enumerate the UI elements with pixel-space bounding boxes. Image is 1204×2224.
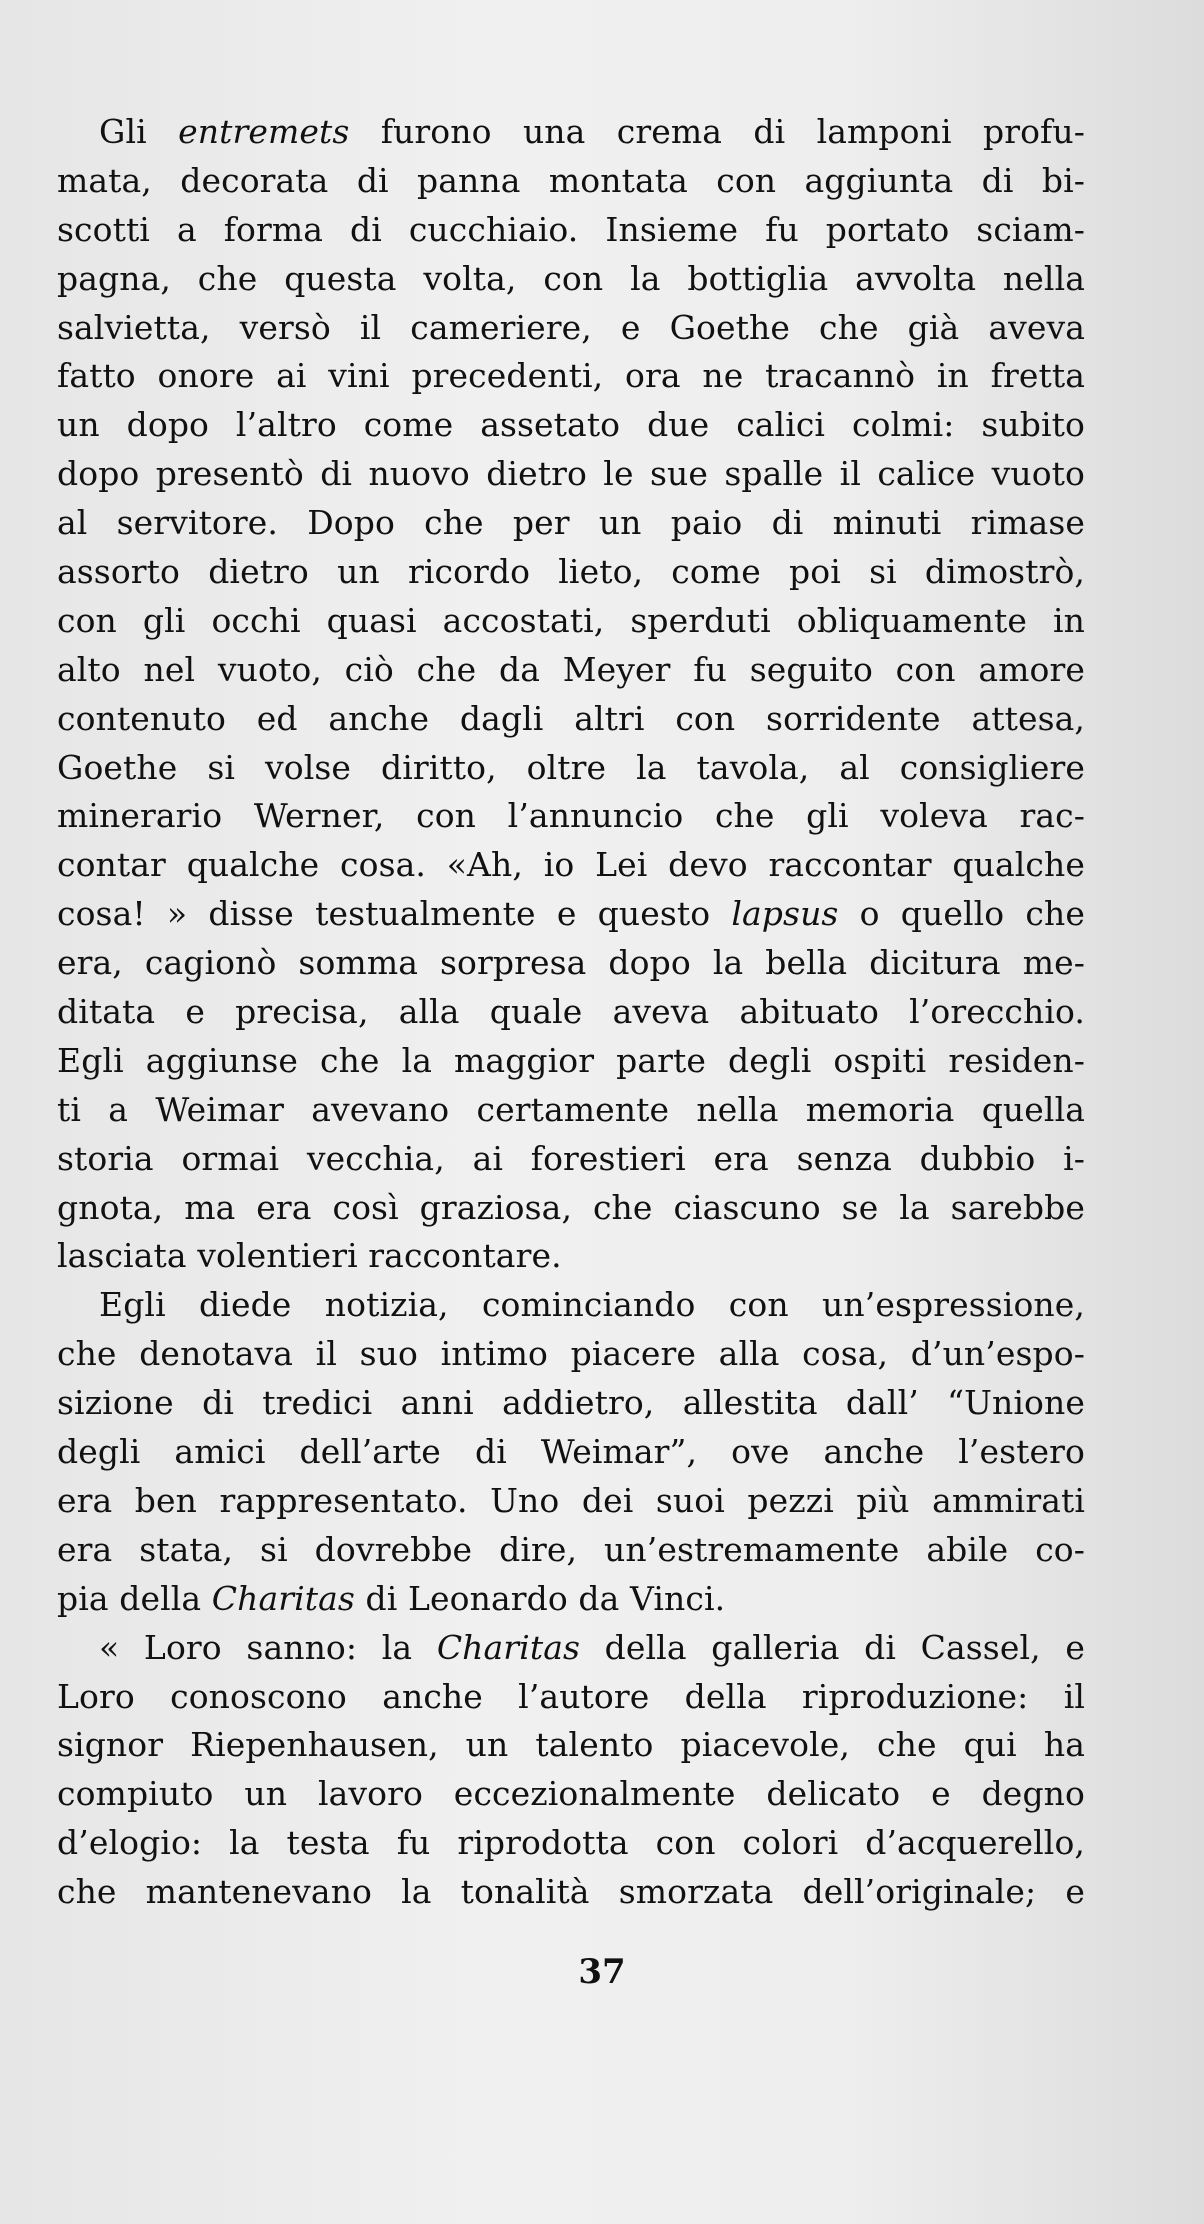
text-line: cosa! » disse testualmente e questo lapsus o quello che xyxy=(57,894,1085,934)
text-line: Egli diede notizia, cominciando con un’espressione, xyxy=(99,1285,1085,1325)
text-line: alto nel vuoto, ciò che da Meyer fu seguito con amore xyxy=(57,649,1085,689)
text-line: Goethe si volse diritto, oltre la tavola, al consigliere xyxy=(57,747,1085,787)
italic-term: Charitas xyxy=(436,1627,581,1667)
text-line: Loro conoscono anche l’autore della riproduzione: il xyxy=(57,1676,1085,1716)
text-line: signor Riepenhausen, un talento piacevole, che qui ha xyxy=(57,1725,1085,1765)
paragraph xyxy=(57,108,1085,1281)
text-line: contar qualche cosa. «Ah, io Lei devo raccontar qualche xyxy=(57,845,1085,885)
text-line: gnota, ma era così graziosa, che ciascuno se la sarebbe xyxy=(57,1187,1085,1227)
text-line: scotti a forma di cucchiaio. Insieme fu portato sciam- xyxy=(57,209,1085,249)
body-text xyxy=(57,108,1085,1917)
paragraph xyxy=(57,1281,1085,1623)
text-line: Egli aggiunse che la maggior parte degli ospiti residen- xyxy=(57,1040,1085,1080)
text-line: era stata, si dovrebbe dire, un’estremamente abile co- xyxy=(57,1529,1085,1569)
text-line: lasciata volentieri raccontare. xyxy=(57,1236,562,1276)
italic-term: entremets xyxy=(178,112,350,151)
text-line: Gli entremets furono una crema di lamponi profu- xyxy=(99,112,1085,151)
text-line: un dopo l’altro come assetato due calici colmi: subito xyxy=(57,405,1085,445)
text-line: che mantenevano la tonalità smorzata dell’originale; e xyxy=(57,1872,1085,1912)
text-line: ti a Weimar avevano certamente nella memoria quella xyxy=(57,1089,1085,1129)
text-line: dopo presentò di nuovo dietro le sue spalle il calice vuoto xyxy=(57,454,1085,494)
text-line: era ben rappresentato. Uno dei suoi pezzi più ammirati xyxy=(57,1480,1085,1520)
text-line: con gli occhi quasi accostati, sperduti obliquamente in xyxy=(57,600,1085,640)
text-line: pia della Charitas di Leonardo da Vinci. xyxy=(57,1578,726,1618)
italic-term: lapsus xyxy=(731,894,839,934)
text-line: salvietta, versò il cameriere, e Goethe che già aveva xyxy=(57,307,1085,347)
text-line: pagna, che questa volta, con la bottiglia avvolta nella xyxy=(57,258,1085,298)
text-line: mata, decorata di panna montata con aggiunta di bi- xyxy=(57,160,1085,200)
text-line: era, cagionò somma sorpresa dopo la bella dicitura me- xyxy=(57,943,1085,983)
text-line: « Loro sanno: la Charitas della galleria di Cassel, e xyxy=(99,1627,1085,1667)
text-line: sizione di tredici anni addietro, allestita dall’ “Unione xyxy=(57,1383,1085,1423)
text-line: assorto dietro un ricordo lieto, come poi si dimostrò, xyxy=(57,552,1085,592)
paragraph xyxy=(57,1624,1085,1917)
text-line: storia ormai vecchia, ai forestieri era senza dubbio i- xyxy=(57,1138,1085,1178)
page-number: 37 xyxy=(578,1952,626,1992)
text-line: al servitore. Dopo che per un paio di minuti rimase xyxy=(57,503,1085,543)
text-line: d’elogio: la testa fu riprodotta con colori d’acquerello, xyxy=(57,1823,1085,1863)
text-line: fatto onore ai vini precedenti, ora ne tracannò in fretta xyxy=(57,356,1085,396)
text-line: minerario Werner, con l’annuncio che gli voleva rac- xyxy=(57,796,1085,836)
italic-term: Charitas xyxy=(211,1578,355,1618)
text-line: degli amici dell’arte di Weimar”, ove anche l’estero xyxy=(57,1432,1085,1472)
text-line: ditata e precisa, alla quale aveva abituato l’orecchio. xyxy=(57,992,1085,1032)
text-line: che denotava il suo intimo piacere alla cosa, d’un’espo- xyxy=(57,1334,1085,1374)
text-line: contenuto ed anche dagli altri con sorridente attesa, xyxy=(57,698,1085,738)
text-line: compiuto un lavoro eccezionalmente delicato e degno xyxy=(57,1774,1085,1814)
